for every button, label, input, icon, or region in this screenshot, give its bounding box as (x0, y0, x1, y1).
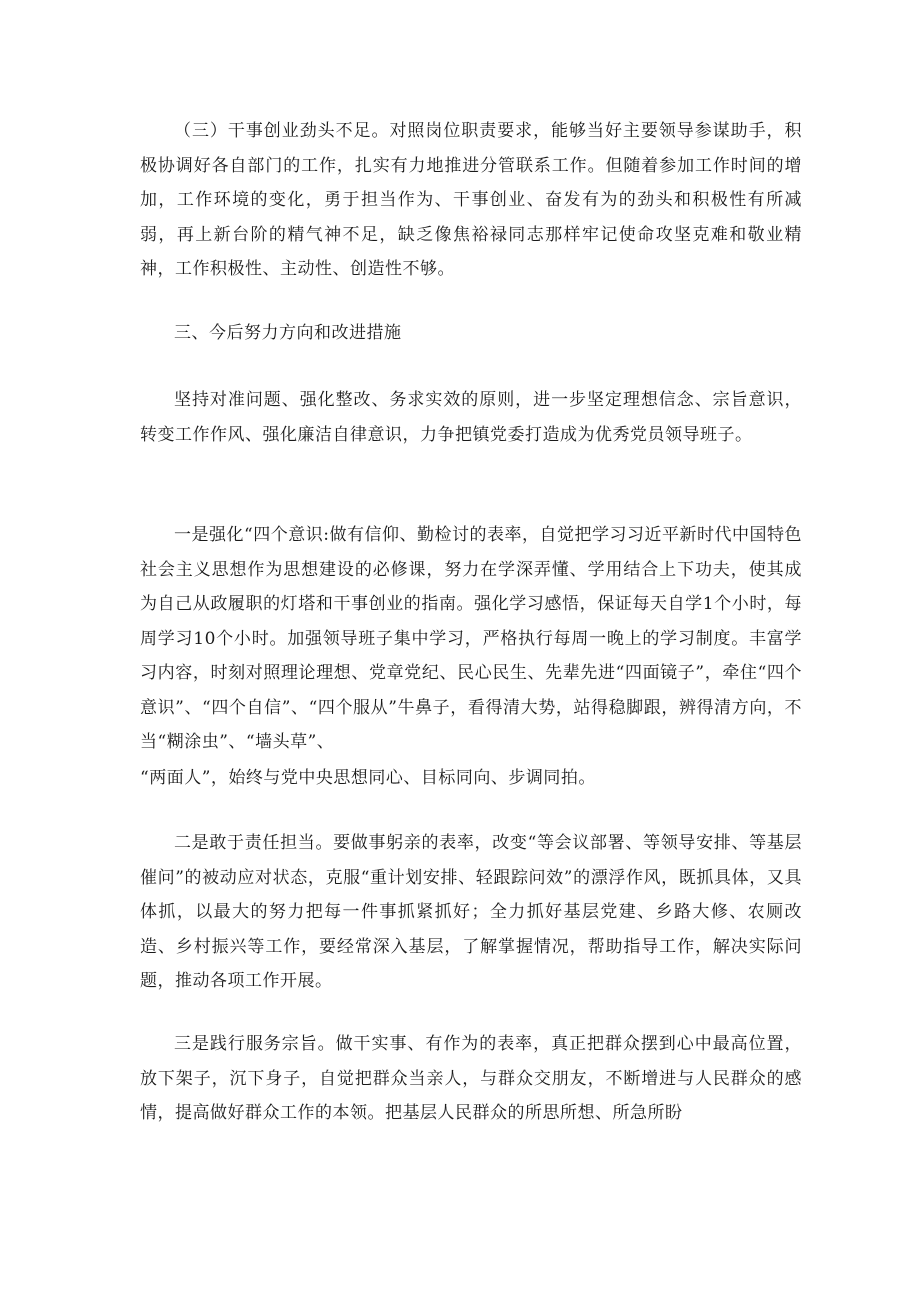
paragraph-responsibility: 二是敢于责任担当。要做事躬亲的表率，改变“等会议部署、等领导安排、等基层催问”的被动应对状态，克服“重计划安排、轻跟踪问效”的漂浮作风，既抓具体，又具体抓，以最大的努力把每一件事抓紧抓好；全力抓好基层党建、乡路大修、农厕改造、乡村振兴等工作，要经常深入基层，了解掌握情况，帮助指导工作，解决实际问题，推动各项工作开展。 (140, 833, 802, 991)
paragraph-principles: 坚持对准问题、强化整改、务求实效的原则，进一步坚定理想信念、宗旨意识，转变工作作风、强化廉洁自律意识，力争把镇党委打造成为优秀党员领导班子。 (140, 390, 802, 445)
paragraph-four-consciousness: 一是强化“四个意识:做有信仰、勤检讨的表率，自觉把学习习近平新时代中国特色社会主义思想作为思想建设的必修课，努力在学深弄懂、学用结合上下功夫，使其成为自己从政履职的灯塔和干事创业的指南。强化学习感悟，保证每天自学1个小时，每周学习10个小时。加强领导班子集中学习，严格执行每周一晚上的学习制度。丰富学习内容，时刻对照理论理想、党章党纪、民心民生、先辈先进“四面镜子”，牵住“四个意识”、“四个自信”、“四个服从”牛鼻子，看得清大势，站得稳脚跟，辨得清方向，不当“糊涂虫”、“墙头草”、 (140, 525, 802, 752)
paragraph-service: 三是践行服务宗旨。做干实事、有作为的表率，真正把群众摆到心中最高位置，放下架子，沉下身子，自觉把群众当亲人，与群众交朋友，不断增进与人民群众的感情，提高做好群众工作的本领。把基层人民群众的所思所想、所急所盼 (140, 1034, 802, 1123)
paragraph-work-drive: （三）干事创业劲头不足。对照岗位职责要求，能够当好主要领导参谋助手，积极协调好各自部门的工作，扎实有力地推进分管联系工作。但随着参加工作时间的增加，工作环境的变化，勇于担当作为、干事创业、奋发有为的劲头和积极性有所减弱，再上新台阶的精气神不足，缺乏像焦裕禄同志那样牢记使命攻坚克难和敬业精神，工作积极性、主动性、创造性不够。 (140, 121, 802, 279)
paragraph-two-faced-continuation: “两面人”，始终与党中央思想同心、目标同向、步调同拍。 (140, 768, 596, 788)
section-heading-improvement: 三、今后努力方向和改进措施 (174, 323, 402, 343)
